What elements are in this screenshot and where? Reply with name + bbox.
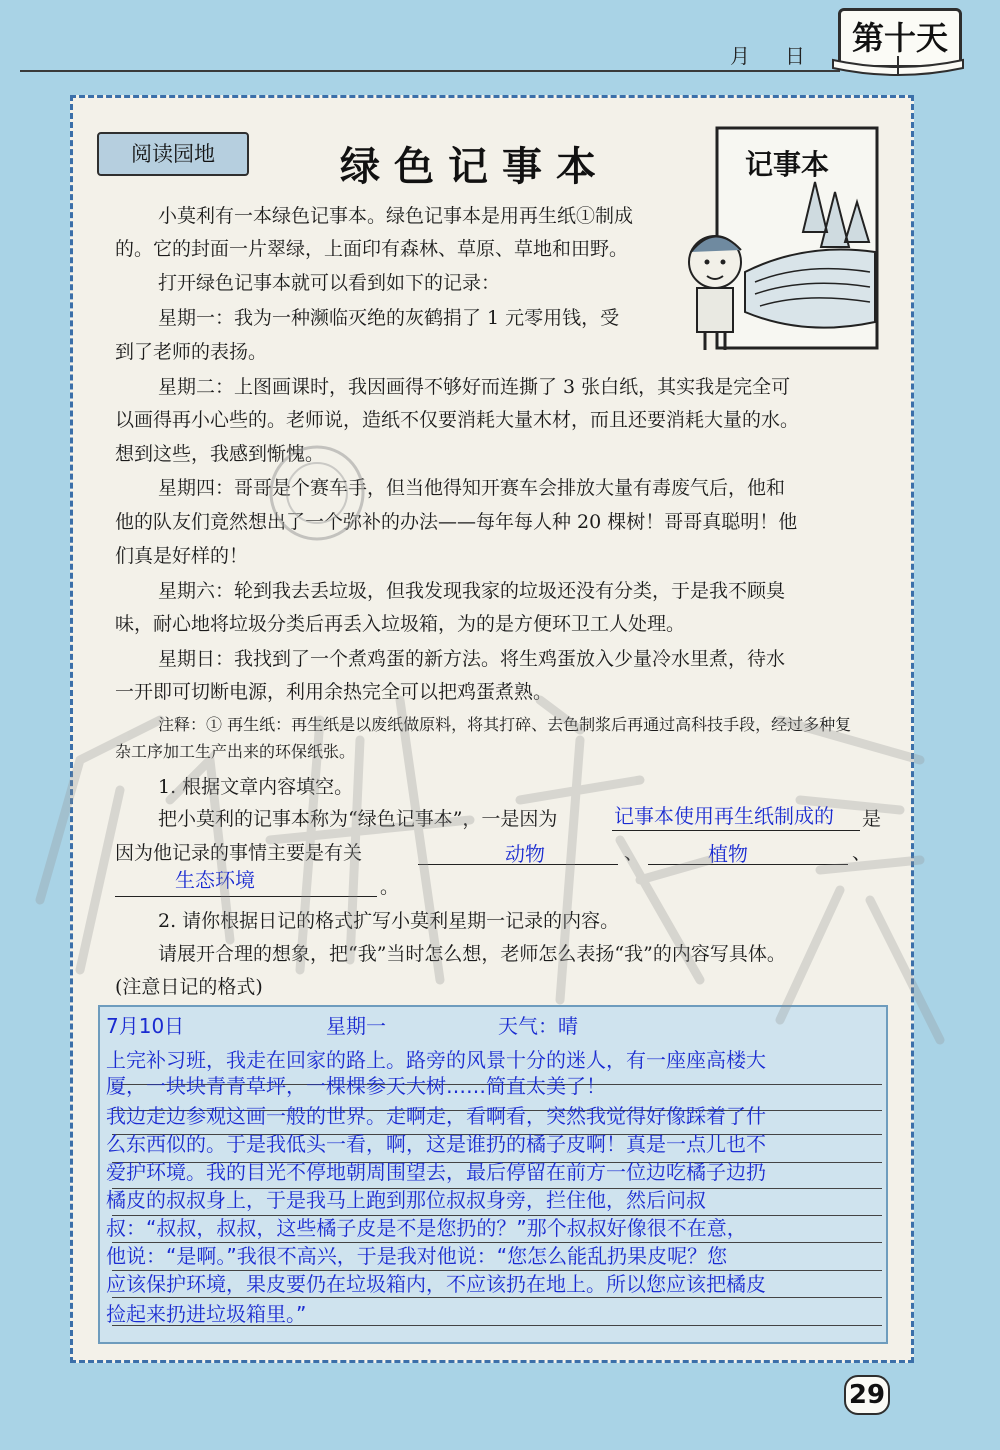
essay-line: 么东西似的。于是我低头一看，啊，这是谁扔的橘子皮啊！真是一点儿也不 [106,1132,766,1156]
question2-prompt: 2. 请你根据日记的格式扩写小莫利星期一记录的内容。 [158,910,620,932]
line-end: 。 [380,876,400,898]
footnote-line: 注释：① 再生纸：再生纸是以废纸做原料，将其打碎、去色制浆后再通过高科技手段，经过多种复 [158,715,852,734]
answer-blank[interactable] [115,896,377,897]
answer-reason: 记事本使用再生纸制成的 [614,804,834,828]
essay-line: 捡起来扔进垃圾箱里。” [106,1302,307,1326]
paragraph-line: 星期四：哥哥是个赛车手，但当他得知开赛车会排放大量有毒废气后，他和 [158,477,786,499]
answer-blank[interactable] [612,830,860,831]
footnote-line: 杂工序加工生产出来的环保纸张。 [115,742,356,761]
essay-line: 叔：“叔叔，叔叔，这些橘子皮是不是您扔的？”那个叔叔好像很不在意， [106,1216,747,1240]
essay-line: 他说：“是啊。”我很不高兴，于是我对他说：“您怎么能乱扔果皮呢？您 [106,1244,728,1268]
question1-line1: 把小莫利的记事本称为“绿色记事本”，一是因为 [158,808,558,830]
page-title: 绿色记事本 [340,144,610,190]
paragraph-line: 小莫利有一本绿色记事本。绿色记事本是用再生纸①制成 [158,205,634,227]
stamp-mark [262,438,372,548]
separator: 、 [624,842,644,864]
essay-line: 厦，一块块青青草坪，一棵棵参天大树……简直太美了！ [106,1074,606,1098]
answer-b: 植物 [708,842,748,866]
essay-line: 我边走边参观这画一般的世界。走啊走，看啊看，突然我觉得好像踩着了什 [106,1104,766,1128]
separator: 、 [852,842,872,864]
essay-line: 爱护环境。我的目光不停地朝周围望去，最后停留在前方一位边吃橘子边扔 [106,1160,766,1184]
paragraph-line: 到了老师的表扬。 [115,341,268,363]
question1-line2: 因为他记录的事情主要是有关 [115,842,363,864]
day-label: 日 [785,44,805,68]
writing-line [112,1270,882,1271]
paragraph-line: 想到这些，我感到惭愧。 [115,443,325,465]
essay-line: 橘皮的叔叔身上，于是我马上跑到那位叔叔身旁，拦住他，然后问叔 [106,1188,706,1212]
paragraph-line: 星期二：上图画课时，我因画得不够好而连撕了 3 张白纸，其实我是完全可 [158,376,791,398]
notebook-illustration [685,122,885,354]
month-label: 月 [730,44,750,68]
writing-line [112,1297,882,1298]
question2-hint: (注意日记的格式) [115,976,263,998]
paragraph-line: 星期六：轮到我去丢垃圾，但我发现我家的垃圾还没有分类，于是我不顾臭 [158,580,786,602]
page-number: 29 [844,1375,890,1415]
section-tag: 阅读园地 [97,132,249,176]
essay-date: 7月10日 [106,1014,185,1038]
book-icon [828,56,968,78]
paragraph-line: 以画得再小心些的。老师说，造纸不仅要消耗大量木材，而且还要消耗大量的水。 [115,409,800,431]
header-rule [20,70,840,72]
paragraph-line: 他的队友们竟然想出了一个弥补的办法——每年每人种 20 棵树！哥哥真聪明！他 [115,511,798,533]
answer-blank[interactable] [648,864,848,865]
paragraph-line: 的。它的封面一片翠绿，上面印有森林、草原、草地和田野。 [115,238,629,260]
paragraph-line: 星期一：我为一种濒临灭绝的灰鹤捐了 1 元零用钱，受 [158,307,620,329]
answer-a: 动物 [505,842,545,866]
paragraph-line: 味，耐心地将垃圾分类后再丢入垃圾箱，为的是方便环卫工人处理。 [115,613,686,635]
paragraph-line: 星期日：我找到了一个煮鸡蛋的新方法。将生鸡蛋放入少量冷水里煮，待水 [158,648,786,670]
question1-line1-end: 是 [862,808,882,830]
essay-weekday: 星期一 [326,1014,386,1038]
day-badge: 第十天 [838,8,962,68]
paragraph-line: 一开即可切断电源，利用余热完全可以把鸡蛋煮熟。 [115,681,553,703]
paragraph-line: 们真是好样的！ [115,545,249,567]
writing-line [112,1242,882,1243]
question2-instruction: 请展开合理的想象，把“我”当时怎么想，老师怎么表扬“我”的内容写具体。 [158,943,786,965]
essay-line: 上完补习班，我走在回家的路上。路旁的风景十分的迷人，有一座座高楼大 [106,1048,766,1072]
paragraph-line: 打开绿色记事本就可以看到如下的记录： [158,272,501,294]
question1-prompt: 1. 根据文章内容填空。 [158,776,354,798]
essay-weather: 天气：晴 [498,1014,578,1038]
answer-c: 生态环境 [175,868,255,892]
essay-line: 应该保护环境，果皮要仍在垃圾箱内，不应该扔在地上。所以您应该把橘皮 [106,1272,766,1296]
illustration-notebook-text: 记事本 [745,148,830,181]
